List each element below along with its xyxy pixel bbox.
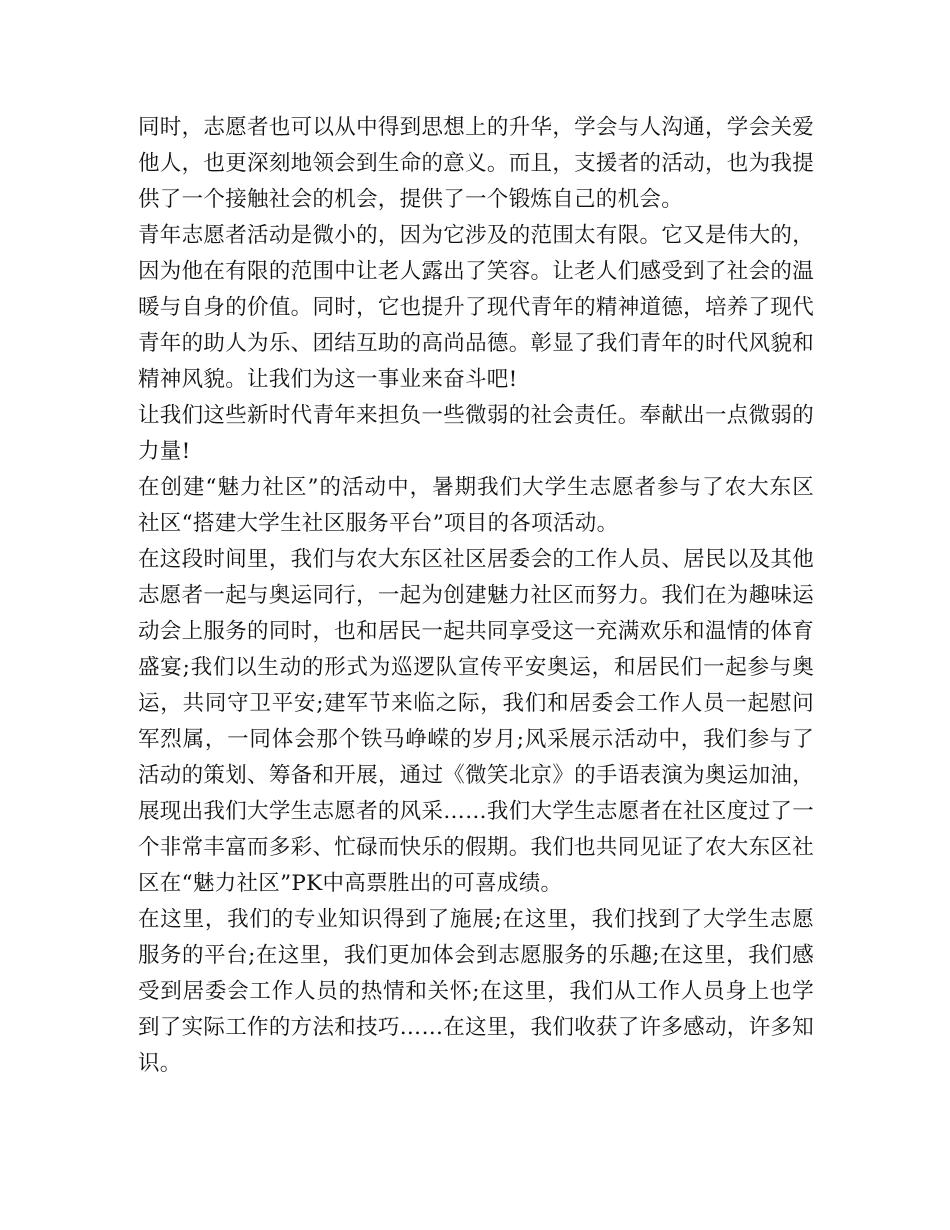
paragraph-1: 同时，志愿者也可以从中得到思想上的升华，学会与人沟通，学会关爱他人，也更深刻地领会到生命的意义。而且，支援者的活动，也为我提供了一个接触社会的机会，提供了一个锻炼自己的机会。 (138, 115, 814, 212)
paragraph-3: 让我们这些新时代青年来担负一些微弱的社会责任。奉献出一点微弱的力量! (138, 403, 814, 464)
paragraph-4: 在创建“魅力社区”的活动中，暑期我们大学生志愿者参与了农大东区社区“搭建大学生社区服务平台”项目的各项活动。 (138, 475, 814, 536)
paragraph-5: 在这段时间里，我们与农大东区社区居委会的工作人员、居民以及其他志愿者一起与奥运同行，一起为创建魅力社区而努力。我们在为趣味运动会上服务的同时，也和居民一起共同享受这一充满欢乐和温情的体育盛宴;我们以生动的形式为巡逻队宣传平安奥运，和居民们一起参与奥运，共同守卫平安;建军节来临之际，我们和居委会工作人员一起慰问军烈属，一同体会那个铁马峥嵘的岁月;风采展示活动中，我们参与了活动的策划、筹备和开展，通过《微笑北京》的手语表演为奥运加油，展现出我们大学生志愿者的风采……我们大学生志愿者在社区度过了一个非常丰富而多彩、忙碌而快乐的假期。我们也共同见证了农大东区社区在“魅力社区”PK中高票胜出的可喜成绩。 (138, 547, 814, 896)
document-body (138, 110, 814, 1082)
paragraph-6: 在这里，我们的专业知识得到了施展;在这里，我们找到了大学生志愿服务的平台;在这里，我们更加体会到志愿服务的乐趣;在这里，我们感受到居委会工作人员的热情和关怀;在这里，我们从工作人员身上也学到了实际工作的方法和技巧……在这里，我们收获了许多感动，许多知识。 (138, 907, 814, 1076)
paragraph-2: 青年志愿者活动是微小的，因为它涉及的范围太有限。它又是伟大的，因为他在有限的范围中让老人露出了笑容。让老人们感受到了社会的温暖与自身的价值。同时，它也提升了现代青年的精神道德，培养了现代青年的助人为乐、团结互助的高尚品德。彰显了我们青年的时代风貌和精神风貌。让我们为这一事业来奋斗吧! (138, 223, 814, 392)
